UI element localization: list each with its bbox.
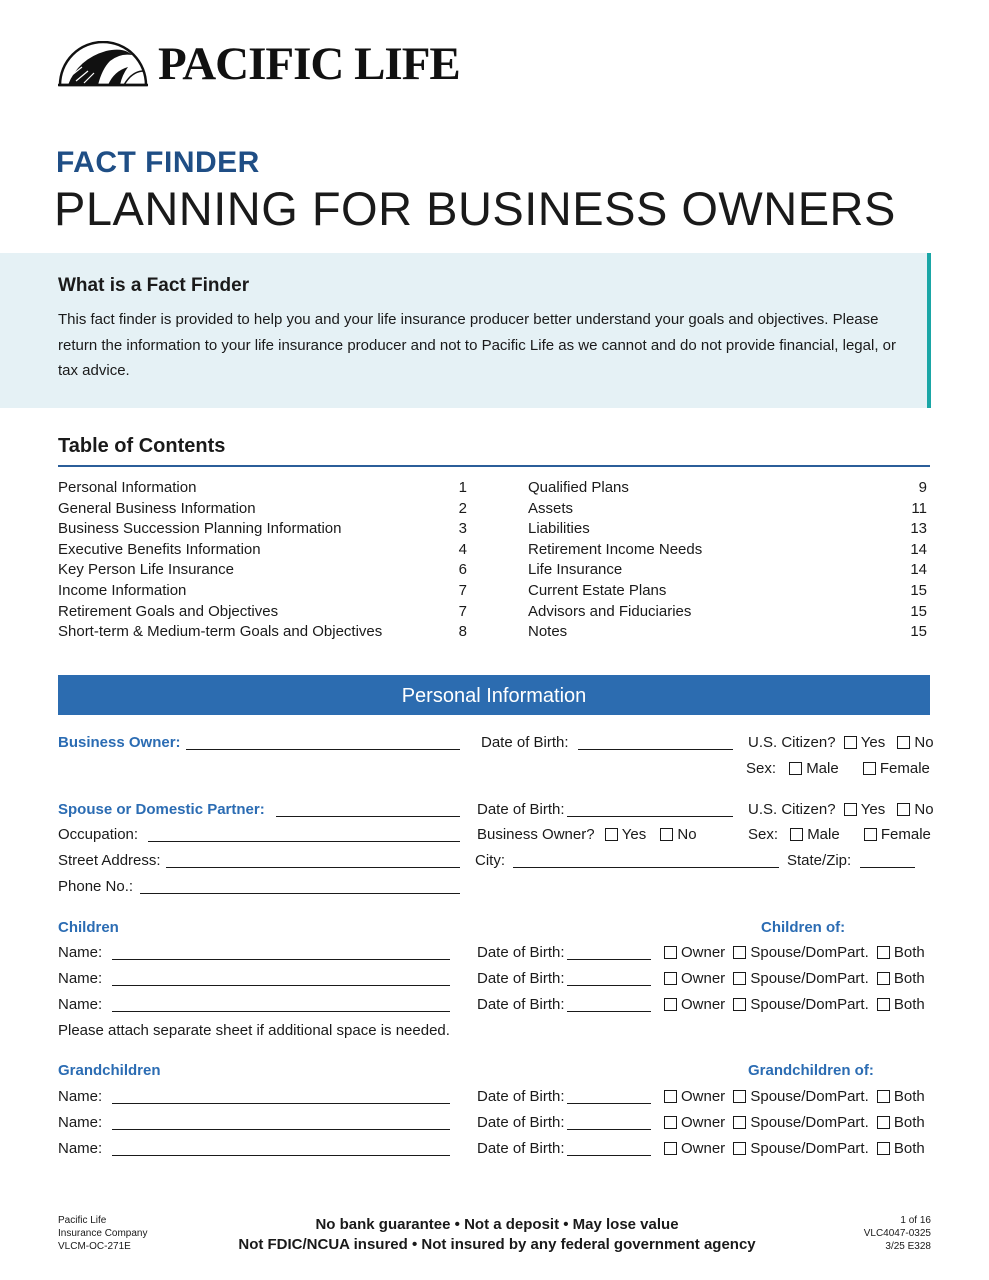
toc-item[interactable]: Executive Benefits Information [58,540,261,558]
toc-page: 15 [910,623,927,641]
city-label: City: [475,852,505,869]
toc-item[interactable]: Current Estate Plans [528,582,667,599]
spouse-dob-field[interactable] [567,816,733,817]
state-zip-field[interactable] [860,867,915,868]
owner-label: Owner [681,970,726,987]
toc-page: 14 [910,561,927,579]
both-checkbox[interactable] [877,1090,890,1103]
grandchild-name-label: Name: [58,1140,103,1157]
both-label: Both [893,1114,925,1131]
toc-item[interactable]: Liabilities [528,520,590,538]
owner-label: Owner [681,996,726,1013]
owner-checkbox[interactable] [664,1142,677,1155]
both-label: Both [893,970,925,987]
toc-page: 13 [910,520,927,538]
toc-page: 1 [458,479,467,496]
business-owner-name-field[interactable] [186,749,460,750]
child-dob-field[interactable] [567,1011,651,1012]
attach-note: Please attach separate sheet if additional space is needed. [58,1022,450,1039]
child-parent-group [664,996,925,1014]
grandchild-dob-field[interactable] [567,1103,651,1104]
both-checkbox[interactable] [877,1116,890,1129]
spouse-business-owner-yes-checkbox[interactable] [605,828,618,841]
toc-page: 7 [458,582,467,599]
owner-dob-label: Date of Birth: [481,734,569,751]
phone-field[interactable] [140,893,460,894]
owner-citizen-group [748,734,934,752]
grandchild-name-field[interactable] [112,1103,450,1104]
child-name-label: Name: [58,996,103,1013]
owner-citizen-label: U.S. Citizen? [748,734,836,751]
toc-page: 11 [911,499,927,517]
grandchild-dob-field[interactable] [567,1155,651,1156]
spouse-sex-label: Sex: [748,826,779,843]
footer-company-line2: Insurance Company [58,1228,148,1239]
spouse-dompart-checkbox[interactable] [733,1142,746,1155]
spouse-dompart-checkbox[interactable] [733,998,746,1011]
spouse-sex-group [748,826,931,844]
no-label: No [914,734,934,751]
spouse-female-checkbox[interactable] [864,828,877,841]
spouse-dompart-label: Spouse/DomPart. [750,1114,869,1131]
footer-page-info [840,1214,931,1253]
toc-page: 8 [458,623,467,641]
owner-checkbox[interactable] [664,1116,677,1129]
toc-page: 15 [910,582,927,599]
form-date: 3/25 E328 [885,1241,931,1252]
male-label: Male [806,760,839,777]
spouse-citizen-no-checkbox[interactable] [897,803,910,816]
spouse-label: Spouse or Domestic Partner: [58,801,265,818]
child-parent-group [664,970,925,988]
children-heading: Children [58,919,119,936]
both-label: Both [893,944,925,961]
child-name-label: Name: [58,970,103,987]
footer-disclaimer-line1: No bank guarantee • Not a deposit • May lose value [315,1216,679,1233]
female-label: Female [879,760,930,777]
both-checkbox[interactable] [877,1142,890,1155]
toc-page: 9 [918,479,927,496]
toc-item[interactable]: Advisors and Fiduciaries [528,602,692,620]
footer-disclaimer [194,1215,800,1255]
child-dob-field[interactable] [567,959,651,960]
owner-checkbox[interactable] [664,998,677,1011]
spouse-dompart-checkbox[interactable] [733,946,746,959]
grandchild-dob-label: Date of Birth: [477,1088,565,1105]
grandchild-dob-label: Date of Birth: [477,1114,565,1131]
occupation-label: Occupation: [58,826,139,843]
toc-item[interactable]: Retirement Goals and Objectives [58,602,279,620]
spouse-dompart-checkbox[interactable] [733,972,746,985]
owner-label: Owner [681,1140,726,1157]
spouse-dompart-label: Spouse/DomPart. [750,1140,869,1157]
footer-code: VLCM-OC-271E [58,1241,131,1252]
toc-title: Table of Contents [58,435,226,457]
business-owner-label: Business Owner: [58,734,181,751]
both-checkbox[interactable] [877,972,890,985]
owner-checkbox[interactable] [664,1090,677,1103]
toc-page: 15 [910,602,927,620]
section-header-personal-information: Personal Information [58,675,930,715]
owner-checkbox[interactable] [664,946,677,959]
toc-page: 6 [458,561,467,579]
occupation-field[interactable] [148,841,460,842]
toc-item[interactable]: Key Person Life Insurance [58,561,234,579]
fact-finder-label: FACT FINDER [56,146,260,179]
toc-divider [58,465,930,467]
spouse-name-field[interactable] [276,816,460,817]
toc-page: 4 [458,540,467,558]
owner-label: Owner [681,1114,726,1131]
both-label: Both [893,1088,925,1105]
street-address-field[interactable] [166,867,460,868]
footer-company-line1: Pacific Life [58,1215,107,1226]
business-owner-question-label: Business Owner? [477,826,595,843]
owner-female-checkbox[interactable] [863,762,876,775]
child-name-label: Name: [58,944,103,961]
child-dob-label: Date of Birth: [477,944,565,961]
toc-page: 2 [458,499,467,517]
spouse-dompart-label: Spouse/DomPart. [750,1088,869,1105]
owner-dob-field[interactable] [578,749,733,750]
owner-citizen-yes-checkbox[interactable] [844,736,857,749]
toc-item[interactable]: Notes [528,623,568,641]
form-number: VLC4047-0325 [863,1228,931,1239]
spouse-dompart-label: Spouse/DomPart. [750,996,869,1013]
no-label: No [914,801,934,818]
female-label: Female [880,826,931,843]
toc-item[interactable]: General Business Information [58,499,256,517]
toc-item[interactable]: Business Succession Planning Information [58,520,342,538]
owner-sex-group [746,760,930,778]
toc-item[interactable]: Short-term & Medium-term Goals and Objectives [58,623,383,641]
footer-disclaimer-line2: Not FDIC/NCUA insured • Not insured by any federal government agency [238,1236,756,1253]
owner-label: Owner [681,1088,726,1105]
state-zip-label: State/Zip: [787,852,852,869]
intro-heading: What is a Fact Finder [58,275,250,296]
footer-company [58,1214,148,1253]
owner-citizen-no-checkbox[interactable] [897,736,910,749]
no-label: No [677,826,697,843]
child-name-field[interactable] [112,959,450,960]
grandchild-parent-group [664,1088,925,1106]
child-dob-field[interactable] [567,985,651,986]
yes-label: Yes [860,801,886,818]
logo [58,40,460,88]
grandchild-dob-label: Date of Birth: [477,1140,565,1157]
grandchild-name-field[interactable] [112,1155,450,1156]
spouse-citizen-yes-checkbox[interactable] [844,803,857,816]
child-parent-group [664,944,925,962]
intro-box [0,253,931,408]
grandchild-parent-group [664,1140,925,1158]
owner-male-checkbox[interactable] [789,762,802,775]
yes-label: Yes [860,734,886,751]
child-name-field[interactable] [112,985,450,986]
both-checkbox[interactable] [877,946,890,959]
toc-item[interactable]: Qualified Plans [528,479,629,496]
both-label: Both [893,1140,925,1157]
toc-item[interactable]: Assets [528,499,574,517]
spouse-dompart-checkbox[interactable] [733,1116,746,1129]
both-checkbox[interactable] [877,998,890,1011]
grandchild-name-label: Name: [58,1088,103,1105]
grandchild-name-field[interactable] [112,1129,450,1130]
spouse-dompart-label: Spouse/DomPart. [750,944,869,961]
both-label: Both [893,996,925,1013]
grandchild-dob-field[interactable] [567,1129,651,1130]
spouse-business-owner-group [477,826,697,844]
child-dob-label: Date of Birth: [477,970,565,987]
page-title: PLANNING FOR BUSINESS OWNERS [54,182,896,235]
toc-page: 14 [910,540,927,558]
toc-item[interactable]: Income Information [58,582,187,599]
child-name-field[interactable] [112,1011,450,1012]
toc-item[interactable]: Retirement Income Needs [528,540,703,558]
spouse-dob-label: Date of Birth: [477,801,565,818]
owner-label: Owner [681,944,726,961]
toc-item[interactable]: Personal Information [58,479,197,496]
page-number: 1 of 16 [900,1215,931,1226]
male-label: Male [807,826,840,843]
phone-label: Phone No.: [58,878,134,895]
whale-logo-icon [58,41,148,87]
spouse-citizen-group [748,801,934,819]
children-of-heading: Children of: [761,919,846,936]
yes-label: Yes [621,826,647,843]
child-dob-label: Date of Birth: [477,996,565,1013]
spouse-male-checkbox[interactable] [790,828,803,841]
spouse-business-owner-no-checkbox[interactable] [660,828,673,841]
city-field[interactable] [513,867,779,868]
grandchild-name-label: Name: [58,1114,103,1131]
owner-sex-label: Sex: [746,760,777,777]
spouse-citizen-label: U.S. Citizen? [748,801,836,818]
toc-page: 7 [458,602,467,620]
intro-body: This fact finder is provided to help you and your life insurance producer better understand your goals and objectives. Please return the information to your life insurance producer and not to Pacific Life as we cannot and do not provide financial, legal, or tax advice. [58,311,896,379]
grandchildren-of-heading: Grandchildren of: [748,1062,874,1079]
spouse-dompart-checkbox[interactable] [733,1090,746,1103]
brand-name: PACIFIC LIFE [158,38,460,90]
owner-checkbox[interactable] [664,972,677,985]
grandchild-parent-group [664,1114,925,1132]
spouse-dompart-label: Spouse/DomPart. [750,970,869,987]
toc-item[interactable]: Life Insurance [528,561,623,579]
street-address-label: Street Address: [58,852,161,869]
toc-page: 3 [458,520,467,538]
grandchildren-heading: Grandchildren [58,1062,161,1079]
